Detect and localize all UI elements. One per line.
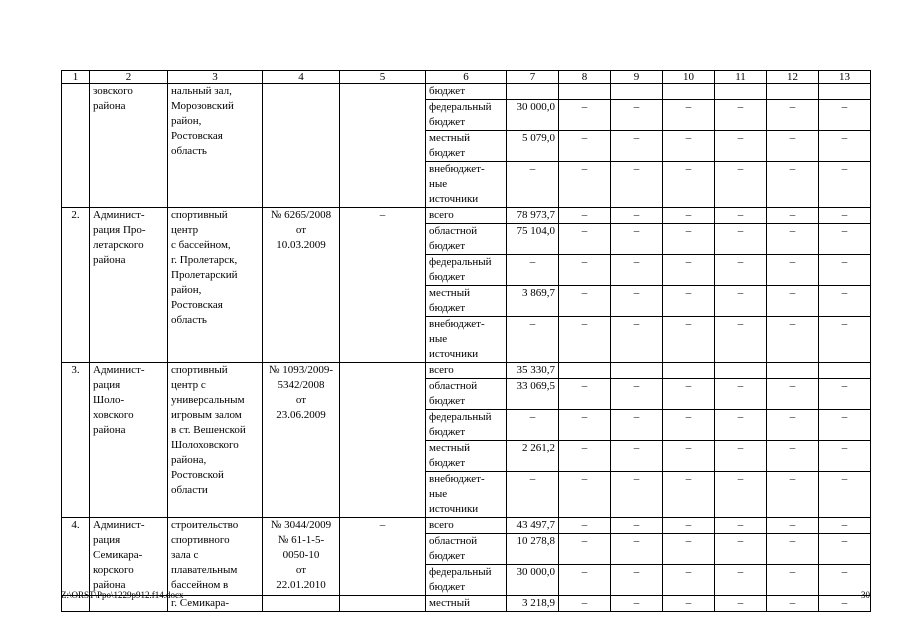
object-name [168,84,263,208]
object-name-line: область [171,145,207,157]
year-amount: – [559,518,611,534]
funding-source-line: ные [429,178,448,190]
organization-line: корского [93,564,134,576]
organization-line: Шоло- [93,394,125,406]
year-amount: – [611,255,663,286]
funding-source-line: бюджет [429,240,465,252]
organization [90,518,168,596]
year-amount [663,363,715,379]
object-name [168,518,263,596]
column-number: 2 [90,71,168,84]
object-name-line: Ростовской [171,469,224,481]
year-amount: – [663,596,715,612]
document-file-path: Z:\ORST\Ppo\1229p912.f14.docx [61,590,184,600]
funding-source-line: бюджет [429,302,465,314]
column-number: 3 [168,71,263,84]
year-amount: – [767,565,819,596]
object-name-line: спортивный [171,364,228,376]
funding-source-line: областной [429,380,478,392]
object-name-line: области [171,484,208,496]
organization-line: летарского [93,239,144,251]
funding-source-line: бюджет [429,426,465,438]
year-amount: – [611,286,663,317]
year-amount: – [559,379,611,410]
column-5: – [340,208,426,363]
registration-line: от [295,394,307,406]
total-amount: – [507,472,559,518]
registration-line: 10.03.2009 [276,239,326,251]
funding-source [426,162,507,208]
total-amount: 3 869,7 [507,286,559,317]
total-amount: – [507,410,559,441]
year-amount: – [559,131,611,162]
object-name-line: Ростовская [171,130,223,142]
column-number: 1 [62,71,90,84]
year-amount: – [715,317,767,363]
year-amount: – [559,410,611,441]
year-amount: – [663,224,715,255]
funding-source-line: федеральный [429,256,492,268]
total-amount: 78 973,7 [507,208,559,224]
year-amount: – [611,518,663,534]
table-row [62,518,871,534]
funding-source [426,363,507,379]
year-amount: – [715,379,767,410]
year-amount [767,363,819,379]
year-amount: – [715,441,767,472]
column-number: 11 [715,71,767,84]
registration-line: от [295,224,307,236]
object-name-line: Шолоховского [171,439,239,451]
object-name-line: область [171,314,207,326]
funding-source-line: бюджет [429,550,465,562]
total-amount: 5 079,0 [507,131,559,162]
year-amount: – [559,224,611,255]
organization-line: района [93,424,126,436]
object-name-line: г. Семикара- [171,597,230,609]
year-amount: – [819,534,871,565]
total-amount: 3 218,9 [507,596,559,612]
funding-source-line: местный [429,287,470,299]
funding-source-line: местный [429,597,470,609]
funding-source-line: бюджет [429,271,465,283]
year-amount: – [767,518,819,534]
funding-source-line: местный [429,132,470,144]
funding-source [426,317,507,363]
organization-line: Семикара- [93,549,143,561]
funding-source [426,518,507,534]
table-row [62,208,871,224]
year-amount: – [767,131,819,162]
object-name-line: центр с [171,379,206,391]
registration [263,84,340,208]
total-amount: 35 330,7 [507,363,559,379]
year-amount: – [611,208,663,224]
funding-source-line: внебюджет- [429,473,485,485]
column-number: 4 [263,71,340,84]
year-amount: – [819,162,871,208]
funding-source-line: бюджет [429,395,465,407]
year-amount: – [663,441,715,472]
year-amount [715,363,767,379]
year-amount: – [767,379,819,410]
year-amount: – [663,255,715,286]
year-amount: – [767,255,819,286]
year-amount: – [715,565,767,596]
funding-source-line: всего [429,364,454,376]
object-name-line: спортивный [171,209,228,221]
year-amount: – [715,410,767,441]
year-amount: – [819,100,871,131]
year-amount [819,84,871,100]
object-name-line: центр [171,224,199,236]
registration [263,596,340,612]
year-amount: – [611,534,663,565]
funding-table [61,70,871,612]
year-amount: – [767,441,819,472]
year-amount: – [715,534,767,565]
organization-line: зовского [93,85,133,97]
page-number: 30 [861,590,870,600]
organization-line: района [93,254,126,266]
year-amount: – [663,100,715,131]
year-amount: – [767,534,819,565]
funding-source-line: ные [429,333,448,345]
funding-source-line: источники [429,503,479,515]
year-amount [663,84,715,100]
year-amount: – [611,379,663,410]
registration [263,363,340,518]
object-name-line: Ростовская [171,299,223,311]
funding-source-line: источники [429,193,479,205]
registration-line: 0050-10 [282,549,320,561]
year-amount: – [611,565,663,596]
year-amount: – [819,565,871,596]
entry-number: 3. [62,363,90,518]
object-name-line: Пролетарский [171,269,238,281]
year-amount: – [559,100,611,131]
object-name-line: район, [171,115,202,127]
year-amount [611,84,663,100]
funding-source [426,379,507,410]
total-amount: 30 000,0 [507,100,559,131]
year-amount: – [559,208,611,224]
year-amount: – [663,131,715,162]
object-name-line: плавательным [171,564,238,576]
funding-source-line: областной [429,535,478,547]
object-name-line: района, [171,454,207,466]
object-name [168,363,263,518]
organization-line: Админист- [93,364,145,376]
year-amount: – [819,596,871,612]
year-amount: – [767,317,819,363]
object-name-line: универсальным [171,394,245,406]
year-amount: – [715,131,767,162]
funding-source [426,441,507,472]
funding-source-line: источники [429,348,479,360]
year-amount: – [663,162,715,208]
organization-line: рация [93,534,121,546]
funding-source-line: бюджет [429,457,465,469]
year-amount: – [663,410,715,441]
funding-source [426,84,507,100]
year-amount: – [819,518,871,534]
year-amount: – [819,410,871,441]
year-amount: – [611,596,663,612]
total-amount: 75 104,0 [507,224,559,255]
object-name-line: район, [171,284,202,296]
funding-source-line: всего [429,209,454,221]
column-5 [340,363,426,518]
registration-line: № 61-1-5- [277,534,325,546]
object-name-line: строительство [171,519,239,531]
year-amount [819,363,871,379]
table-row [62,84,871,100]
year-amount: – [819,224,871,255]
funding-source-line: местный [429,442,470,454]
year-amount: – [663,317,715,363]
year-amount: – [819,317,871,363]
column-number: 9 [611,71,663,84]
registration-line: от [295,564,307,576]
funding-source-line: областной [429,225,478,237]
year-amount: – [663,208,715,224]
year-amount: – [663,534,715,565]
column-number: 6 [426,71,507,84]
year-amount: – [663,518,715,534]
year-amount [611,363,663,379]
funding-source [426,596,507,612]
registration-line: № 1093/2009- [269,364,333,376]
object-name-line: Морозовский [171,100,234,112]
total-amount [507,84,559,100]
year-amount: – [611,472,663,518]
organization-line: ховского [93,409,134,421]
object-name-line: игровым залом [171,409,242,421]
year-amount: – [819,131,871,162]
year-amount: – [559,565,611,596]
year-amount: – [767,100,819,131]
year-amount: – [611,162,663,208]
year-amount: – [663,379,715,410]
organization [90,363,168,518]
year-amount: – [663,472,715,518]
registration [263,518,340,596]
year-amount: – [819,441,871,472]
year-amount: – [715,286,767,317]
total-amount: – [507,317,559,363]
total-amount: 2 261,2 [507,441,559,472]
year-amount: – [767,224,819,255]
object-name [168,208,263,363]
column-number: 12 [767,71,819,84]
object-name-line: нальный зал, [171,85,232,97]
registration-line: 23.06.2009 [276,409,326,421]
year-amount: – [767,286,819,317]
column-number-row [62,71,871,84]
object-name-line: бассейном в [171,579,229,591]
year-amount: – [559,472,611,518]
funding-source [426,224,507,255]
year-amount: – [559,162,611,208]
year-amount: – [559,255,611,286]
funding-source [426,534,507,565]
year-amount [559,84,611,100]
funding-source-line: федеральный [429,566,492,578]
year-amount: – [715,224,767,255]
year-amount: – [611,224,663,255]
year-amount: – [559,441,611,472]
year-amount: – [819,472,871,518]
registration-line: 22.01.2010 [276,579,326,591]
funding-source-line: бюджет [429,581,465,593]
total-amount: – [507,162,559,208]
year-amount: – [611,441,663,472]
registration-line: № 3044/2009 [270,519,332,531]
year-amount: – [559,286,611,317]
funding-source [426,208,507,224]
year-amount: – [819,379,871,410]
year-amount: – [611,131,663,162]
organization-line: района [93,100,126,112]
column-5 [340,84,426,208]
total-amount: 30 000,0 [507,565,559,596]
organization-line: района [93,579,126,591]
year-amount: – [767,596,819,612]
funding-source-line: бюджет [429,116,465,128]
column-number: 8 [559,71,611,84]
funding-source-line: всего [429,519,454,531]
year-amount: – [767,410,819,441]
year-amount: – [715,472,767,518]
year-amount: – [715,100,767,131]
funding-source [426,255,507,286]
organization-line: рация [93,379,121,391]
year-amount: – [715,518,767,534]
column-number: 5 [340,71,426,84]
object-name-line: г. Пролетарск, [171,254,238,266]
entry-number: 2. [62,208,90,363]
funding-source-line: бюджет [429,85,465,97]
year-amount: – [715,596,767,612]
year-amount: – [767,472,819,518]
column-5: – [340,518,426,596]
organization [90,208,168,363]
column-number: 10 [663,71,715,84]
total-amount: 33 069,5 [507,379,559,410]
object-name-line: спортивного [171,534,230,546]
column-number: 13 [819,71,871,84]
year-amount: – [819,286,871,317]
registration-line: 5342/2008 [277,379,325,391]
year-amount: – [715,255,767,286]
year-amount [559,363,611,379]
funding-source-line: федеральный [429,101,492,113]
registration [263,208,340,363]
funding-source-line: бюджет [429,147,465,159]
entry-number [62,84,90,208]
organization [90,84,168,208]
funding-source-line: ные [429,488,448,500]
year-amount [767,84,819,100]
funding-source [426,410,507,441]
year-amount: – [663,565,715,596]
object-name-line: с бассейном, [171,239,231,251]
funding-source-line: внебюджет- [429,163,485,175]
funding-source [426,131,507,162]
year-amount: – [819,255,871,286]
registration-line: № 6265/2008 [270,209,332,221]
funding-source [426,100,507,131]
organization-line: рация Про- [93,224,146,236]
entry-number: 4. [62,518,90,596]
year-amount: – [559,317,611,363]
year-amount: – [611,410,663,441]
year-amount: – [767,162,819,208]
funding-source [426,286,507,317]
funding-source-line: федеральный [429,411,492,423]
total-amount: – [507,255,559,286]
year-amount: – [663,286,715,317]
funding-source [426,565,507,596]
year-amount: – [611,100,663,131]
total-amount: 43 497,7 [507,518,559,534]
year-amount: – [767,208,819,224]
column-number: 7 [507,71,559,84]
organization-line: Админист- [93,519,145,531]
year-amount [715,84,767,100]
total-amount: 10 278,8 [507,534,559,565]
table-row [62,363,871,379]
object-name-line: в ст. Вешенской [171,424,246,436]
year-amount: – [559,534,611,565]
object-name-line: зала с [171,549,199,561]
year-amount: – [819,208,871,224]
organization-line: Админист- [93,209,145,221]
funding-source [426,472,507,518]
year-amount: – [611,317,663,363]
funding-source-line: внебюджет- [429,318,485,330]
table-body [62,71,871,612]
year-amount: – [559,596,611,612]
column-5 [340,596,426,612]
year-amount: – [715,162,767,208]
year-amount: – [715,208,767,224]
